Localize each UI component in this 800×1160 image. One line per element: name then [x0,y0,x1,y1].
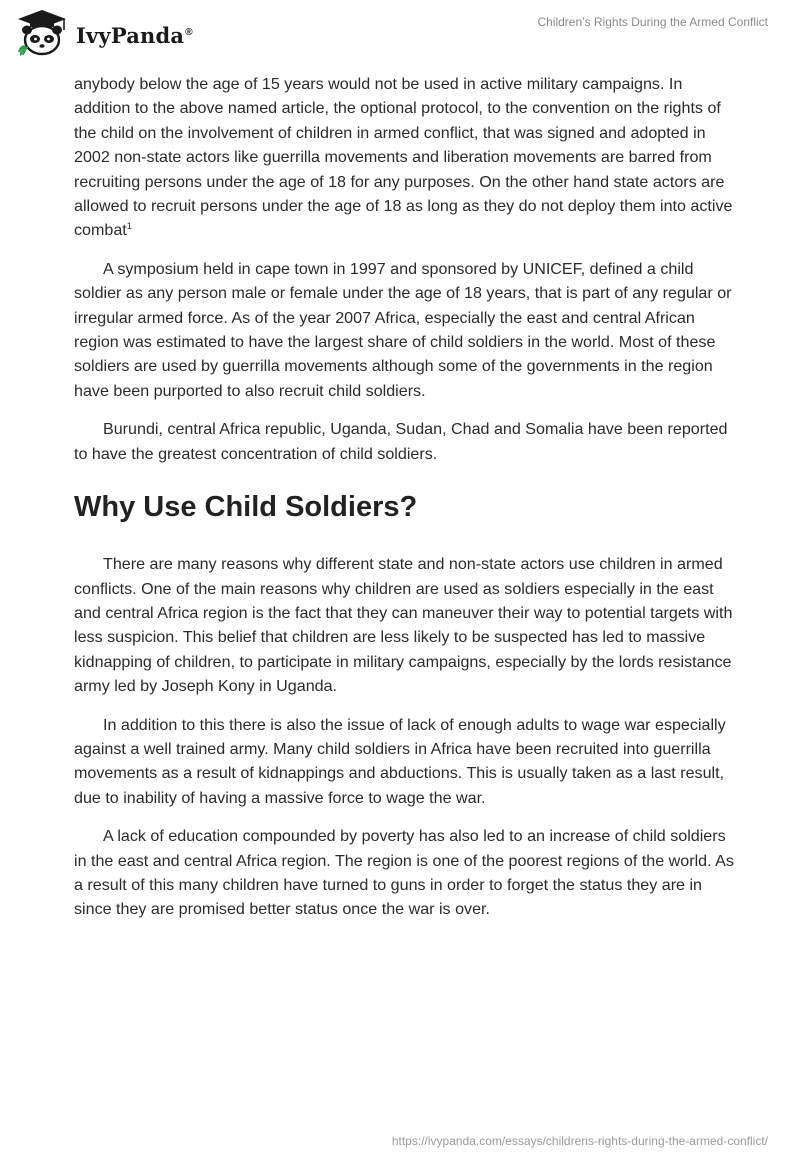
section-heading: Why Use Child Soldiers? [74,491,418,524]
page-header [0,0,800,70]
document-title: Children’s Rights During the Armed Conflict [537,15,768,29]
footnote-1-link[interactable]: 1 [126,221,132,232]
paragraph-6: A lack of education compounded by poverty has also led to an increase of child soldiers in the east and central Africa region. The region is one of the poorest regions of the world. As a result of this many children have turned to guns in order to forget the status they are in since they are promised better status once the war is over. [74,827,734,919]
registered-mark: ® [185,26,193,38]
paragraph-3: Burundi, central Africa republic, Uganda, Sudan, Chad and Somalia have been reported to have the greatest concentration of child soldiers. [74,420,728,463]
footer-url[interactable]: https://ivypanda.com/essays/childrens-rights-during-the-armed-conflict/ [391,1134,768,1148]
essay-body [74,72,734,936]
ivypanda-logo[interactable] [14,8,193,58]
paragraph-1-text: anybody below the age of 15 years would not be used in active military campaigns. In addition to the above named article, the optional protocol, to the convention on the rights of the child on the involvement of children in armed conflict, that was signed and adopted in 2002 non-state actors like guerrilla movements and liberation movements are barred from recruiting persons under the age of 18 for any purposes. On the other hand state actors are allowed to recruit persons under the age of 18 as long as they do not deploy them into active combat [74,75,733,240]
paragraph-2: A symposium held in cape town in 1997 and sponsored by UNICEF, defined a child soldier as any person male or female under the age of 18 years, that is part of any regular or irregular armed force. As of the year 2007 Africa, especially the east and central African region was estimated to have the largest share of child soldiers in the world. Most of these soldiers are used by guerrilla movements although some of the governments in the region have been purported to also recruit child soldiers. [74,259,732,400]
panda-graduation-cap-icon [14,8,70,58]
paragraph-5: In addition to this there is also the issue of lack of enough adults to wage war especially against a well trained army. Many child soldiers in Africa have been recruited into guerrilla movements as a result of kidnappings and abductions. This is usually taken as a last result, due to inability of having a massive force to wage the war. [74,715,726,807]
paragraph-4: There are many reasons why different state and non-state actors use children in armed conflicts. One of the main reasons why children are used as soldiers especially in the east and central Africa region is the fact that they can maneuver their way to potential targets with less suspicion. This belief that children are less likely to be suspected has led to massive kidnapping of children, to participate in military campaigns, especially by the lords resistance army led by Joseph Kony in Uganda. [74,555,733,696]
paragraph-1 [74,72,734,243]
logo-name: IvyPanda [76,22,185,48]
logo-wordmark [76,23,193,48]
